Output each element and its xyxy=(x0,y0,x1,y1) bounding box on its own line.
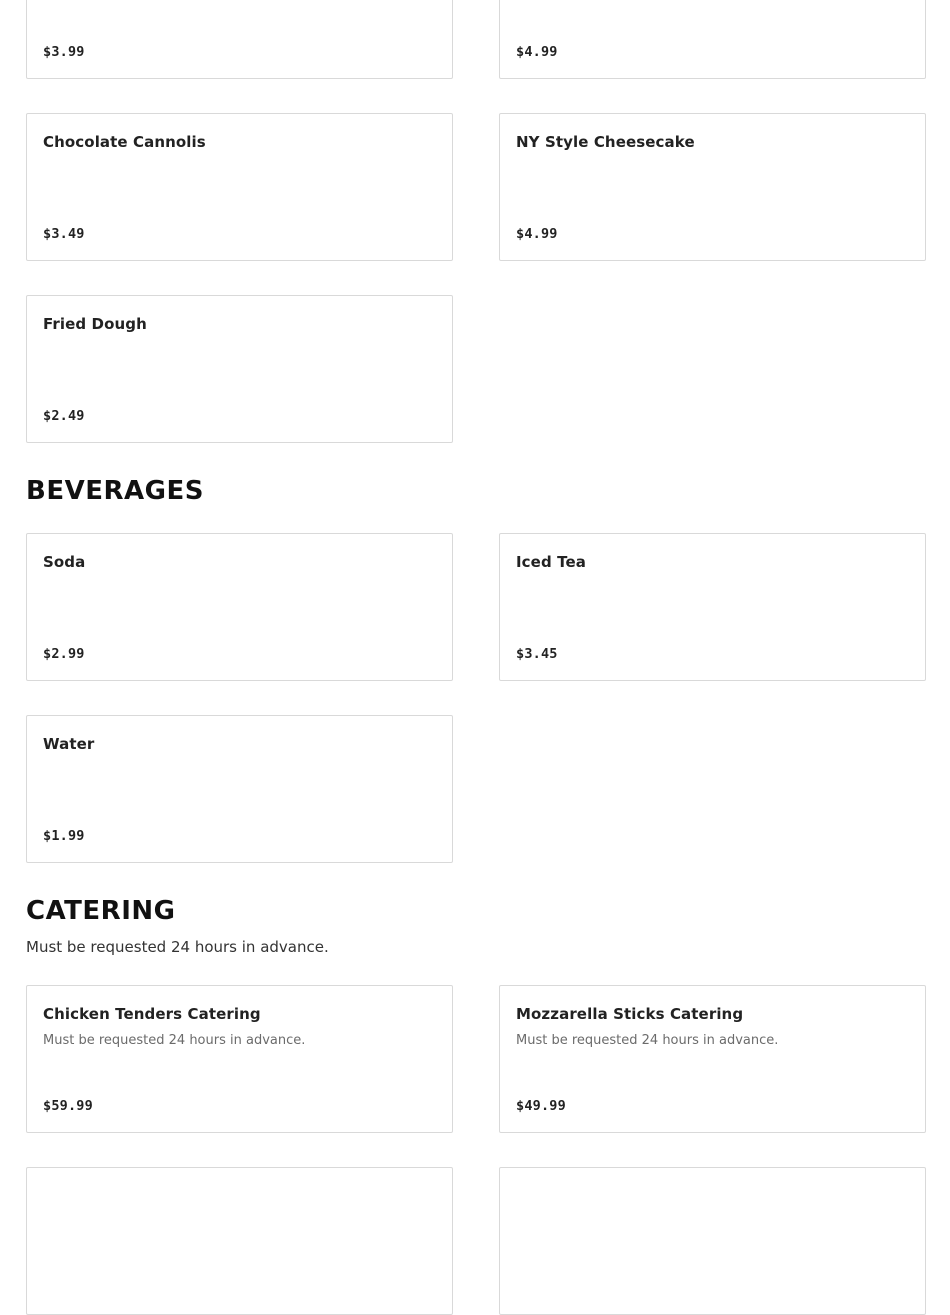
menu-item-name: Iced Tea xyxy=(516,553,586,571)
menu-item-name: Chicken Tenders Catering xyxy=(43,1005,261,1023)
menu-item-card[interactable] xyxy=(499,1167,926,1315)
menu-item-card[interactable] xyxy=(26,533,453,681)
section-note: Must be requested 24 hours in advance. xyxy=(26,938,329,956)
menu-item-card[interactable] xyxy=(26,0,453,79)
menu-item-name: Mozzarella Sticks Catering xyxy=(516,1005,744,1023)
menu-item-price: $59.99 xyxy=(43,1098,93,1114)
menu-item-price: $2.49 xyxy=(43,408,85,424)
menu-item-name: Water xyxy=(43,735,95,753)
menu-item-card[interactable] xyxy=(26,985,453,1133)
menu-item-card[interactable] xyxy=(499,533,926,681)
menu-item-price: $4.99 xyxy=(516,226,558,242)
menu-item-name: Chocolate Cannolis xyxy=(43,133,206,151)
menu-item-price: $1.99 xyxy=(43,828,85,844)
menu-item-card[interactable] xyxy=(26,295,453,443)
menu-item-card[interactable] xyxy=(499,0,926,79)
menu-item-card[interactable] xyxy=(26,715,453,863)
menu-item-price: $3.49 xyxy=(43,226,85,242)
menu-item-name: NY Style Cheesecake xyxy=(516,133,695,151)
section-title-catering: CATERING xyxy=(26,896,176,926)
menu-item-description: Must be requested 24 hours in advance. xyxy=(516,1033,779,1048)
menu-item-price: $4.99 xyxy=(516,44,558,60)
menu-item-card[interactable] xyxy=(499,985,926,1133)
menu-item-name: Fried Dough xyxy=(43,315,147,333)
menu-item-description: Must be requested 24 hours in advance. xyxy=(43,1033,306,1048)
menu-item-card[interactable] xyxy=(26,113,453,261)
menu-item-card[interactable] xyxy=(499,113,926,261)
menu-item-card[interactable] xyxy=(26,1167,453,1315)
section-title-beverages: BEVERAGES xyxy=(26,476,204,506)
menu-item-name: Soda xyxy=(43,553,86,571)
menu-item-price: $3.99 xyxy=(43,44,85,60)
menu-item-price: $3.45 xyxy=(516,646,558,662)
menu-item-price: $2.99 xyxy=(43,646,85,662)
menu-item-price: $49.99 xyxy=(516,1098,566,1114)
